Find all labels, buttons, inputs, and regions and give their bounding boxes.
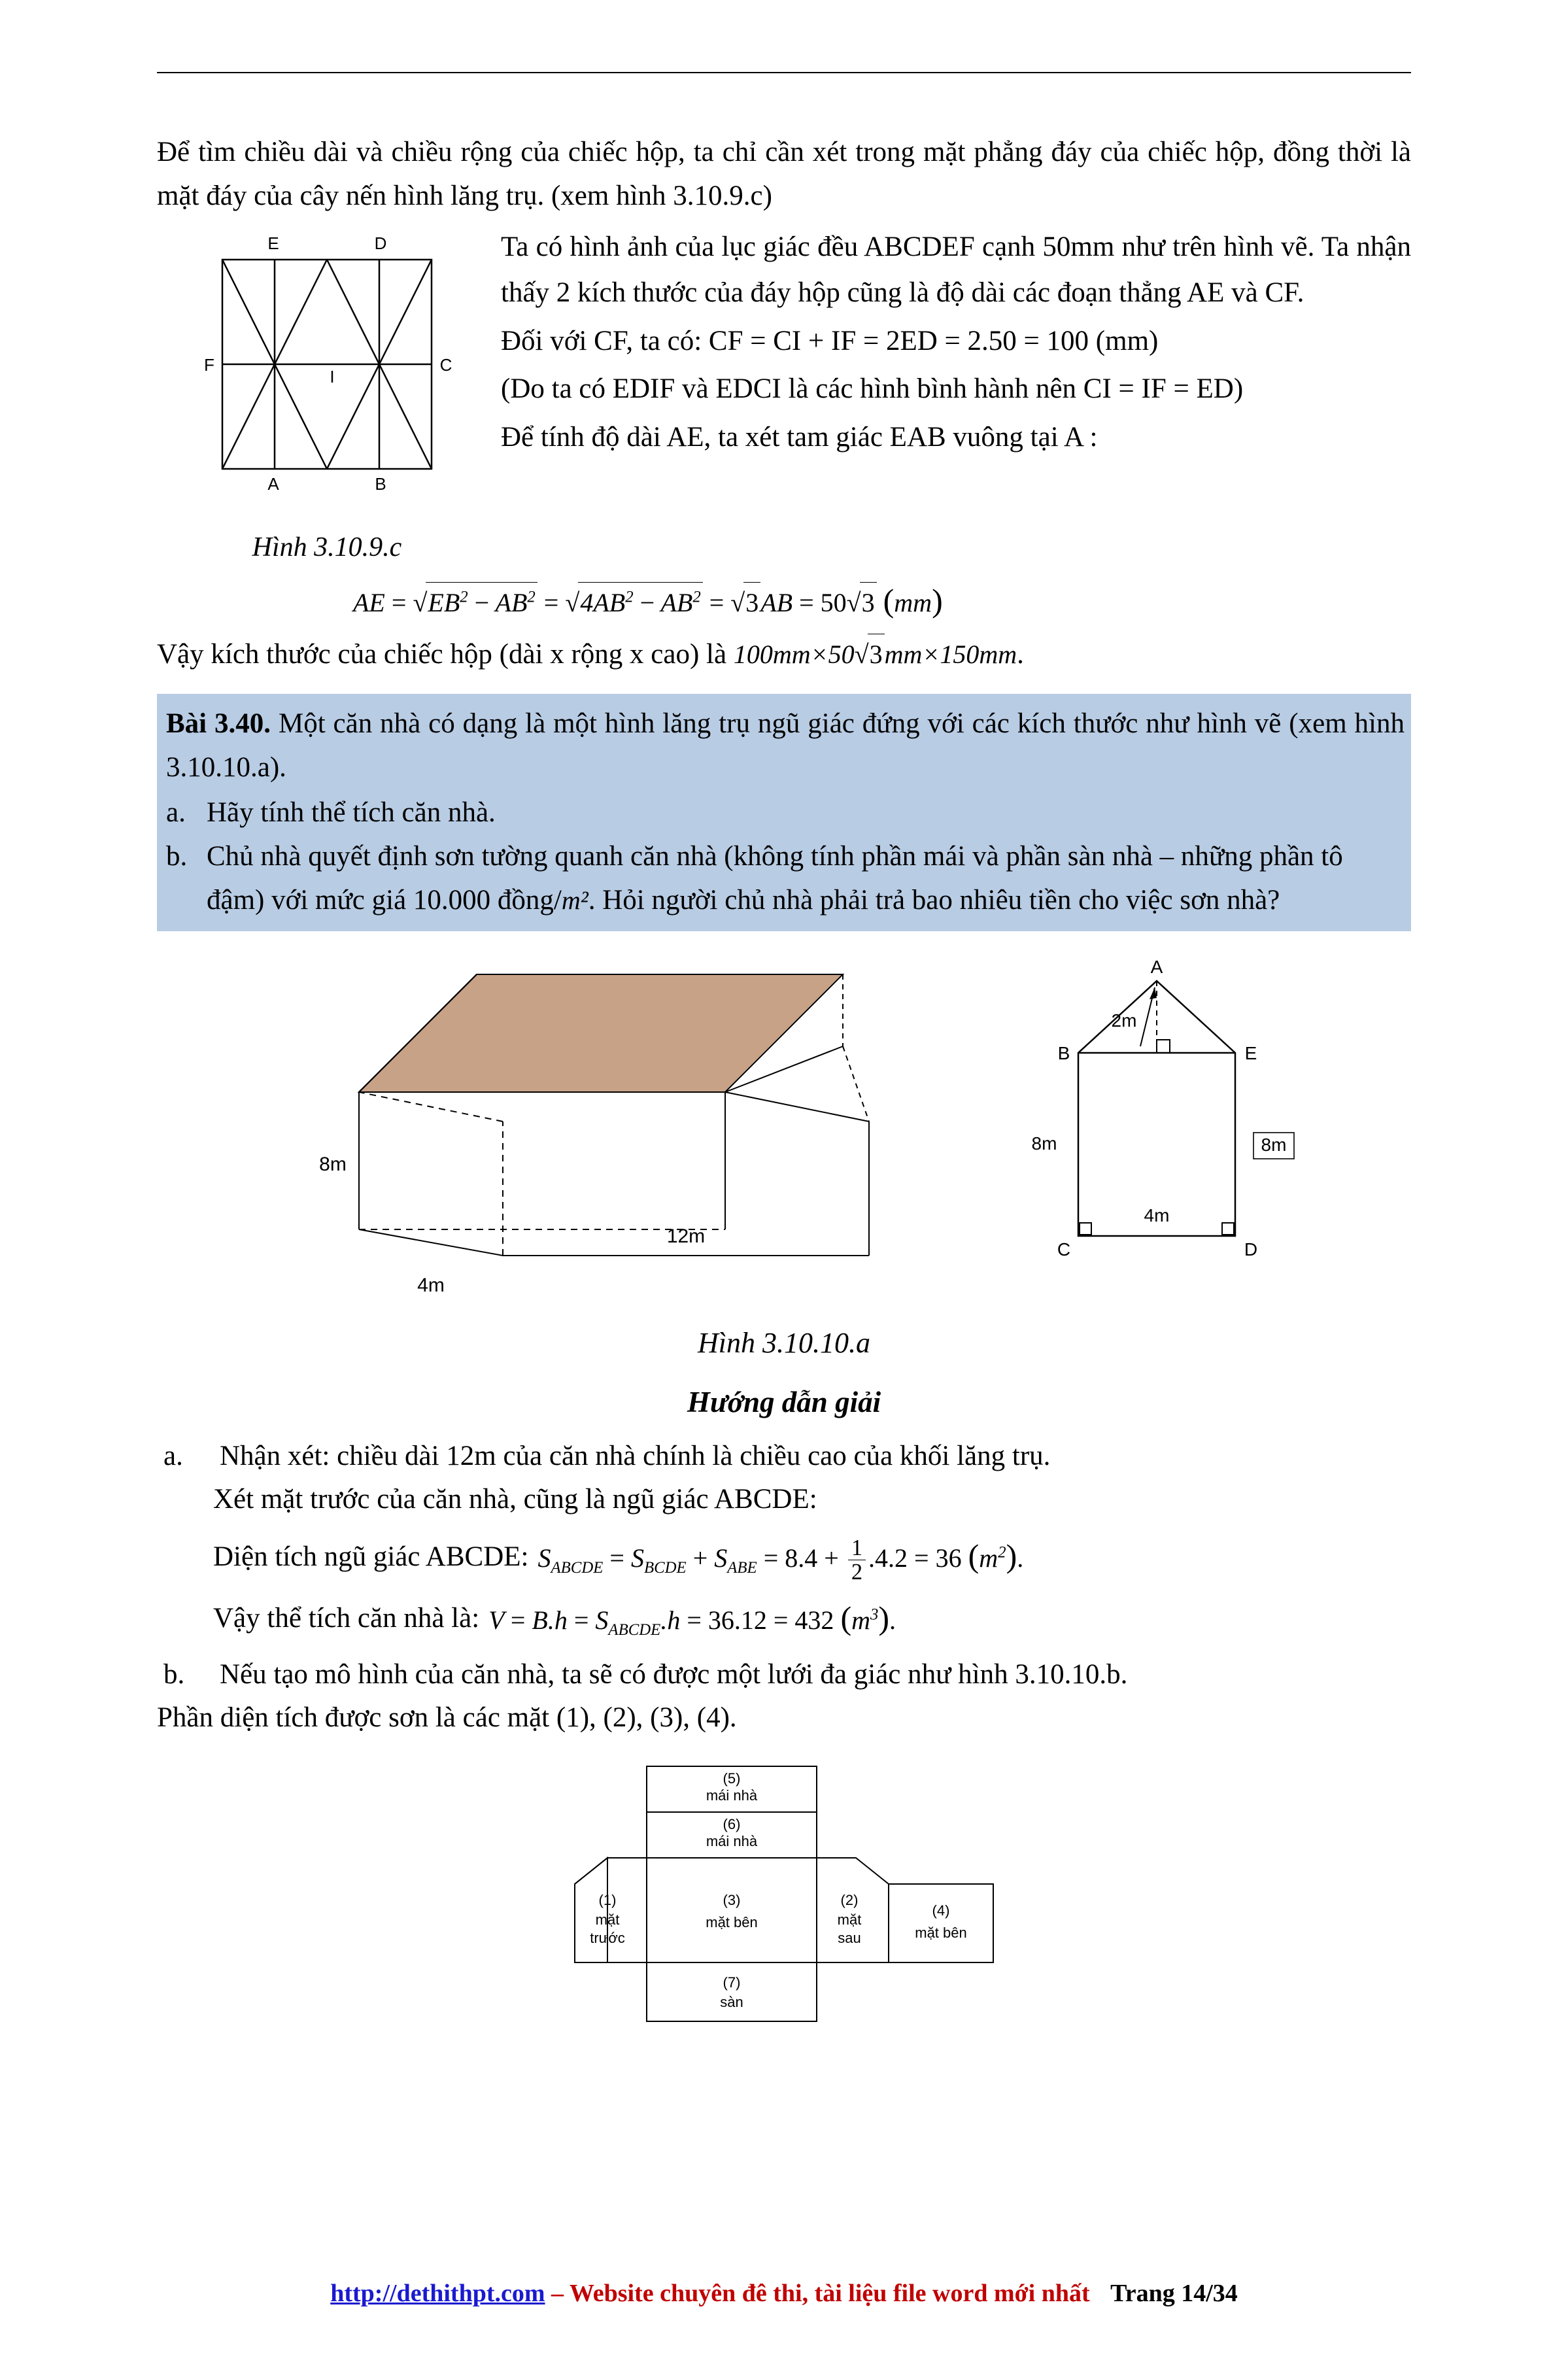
svg-text:(3): (3) xyxy=(723,1891,741,1908)
solution-a-line1: Nhận xét: chiều dài 12m của căn nhà chính là chiều cao của khối lăng trụ. xyxy=(220,1440,1051,1471)
svg-text:(2): (2) xyxy=(840,1891,859,1908)
house-figure-caption: Hình 3.10.10.a xyxy=(698,1326,870,1359)
hexagon-figure-row xyxy=(157,224,1411,569)
problem-box xyxy=(157,694,1411,931)
svg-text:I: I xyxy=(330,367,335,387)
problem-item-b-text xyxy=(207,834,1405,922)
svg-text:trước: trước xyxy=(590,1929,625,1946)
conclusion-line xyxy=(157,633,1411,677)
problem-item-b-label: b. xyxy=(166,840,188,872)
conclusion-dot: . xyxy=(1017,638,1024,670)
svg-text:sau: sau xyxy=(838,1929,861,1946)
hex-text-2: Đối với CF, ta có: CF = CI + IF = 2ED = 2.50 = 100 (mm) xyxy=(501,325,1159,356)
conclusion-math: 100mm×50√3mm×150mm xyxy=(734,640,1017,669)
solution-b-line1: Nếu tạo mô hình của căn nhà, ta sẽ có được một lưới đa giác như hình 3.10.10.b. xyxy=(220,1658,1128,1690)
house-front-drawing xyxy=(1026,948,1301,1314)
hexagon-explanation xyxy=(497,224,1411,462)
svg-text:C: C xyxy=(1057,1239,1071,1259)
svg-text:mái nhà: mái nhà xyxy=(706,1787,758,1804)
svg-text:E: E xyxy=(1244,1042,1257,1063)
svg-text:8m: 8m xyxy=(319,1153,347,1175)
page-content xyxy=(157,0,1411,2034)
problem-statement: Một căn nhà có dạng là một hình lăng trụ ngũ giác đứng với các kích thước như hình vẽ (xem hình 3.10.10.a). xyxy=(166,708,1405,783)
svg-text:mái nhà: mái nhà xyxy=(706,1832,758,1849)
house-figure xyxy=(157,948,1411,1314)
svg-text:8m: 8m xyxy=(1261,1134,1287,1155)
footer-tagline: – Website chuyên đê thi, tài liệu file word mới nhất xyxy=(551,2280,1090,2307)
svg-text:E: E xyxy=(267,233,279,254)
svg-text:A: A xyxy=(267,474,279,494)
svg-text:mặt: mặt xyxy=(595,1911,620,1928)
hexagon-figure xyxy=(196,233,458,515)
area-formula-row xyxy=(213,1531,1411,1584)
volume-formula-row xyxy=(213,1593,1411,1644)
svg-text:A: A xyxy=(1150,956,1163,977)
solution-title: Hướng dẫn giải xyxy=(687,1386,881,1419)
conclusion-text: Vậy kích thước của chiếc hộp (dài x rộng x cao) là xyxy=(157,638,727,670)
volume-formula: $V = B.h = S_{ABCDE}.h = 36.12 = 432$ $(m^3)$. xyxy=(488,1600,896,1639)
svg-text:(4): (4) xyxy=(932,1902,950,1919)
svg-text:4m: 4m xyxy=(417,1274,445,1296)
page-footer xyxy=(157,2279,1411,2308)
svg-text:4m: 4m xyxy=(1144,1205,1170,1225)
solution-b-line2: Phần diện tích được sơn là các mặt (1), (2), (3), (4). xyxy=(157,1702,737,1734)
house-3d-drawing xyxy=(267,948,987,1314)
header-rule xyxy=(157,72,1411,73)
formula-ae: AE = $√EB^2 - AB^2 = √4AB^2 - AB^2 = √3AB = 50√3$ (mm) xyxy=(353,575,1411,626)
problem-item-a xyxy=(166,791,1405,834)
footer-link[interactable]: http://dethithpt.com xyxy=(330,2280,545,2307)
svg-text:mặt bên: mặt bên xyxy=(706,1913,758,1930)
hex-text-4: Để tính độ dài AE, ta xét tam giác EAB vuông tại A : xyxy=(501,421,1098,453)
area-formula-lead: Diện tích ngũ giác ABCDE: xyxy=(213,1541,529,1573)
problem-item-a-label: a. xyxy=(166,797,186,828)
svg-text:12m: 12m xyxy=(666,1225,706,1247)
problem-item-b-text-1: Chủ nhà quyết định sơn tường quanh căn nhà (không tính phần mái và phần sàn nhà – những phần tô đậm) với mức giá 10.000 đồng/ xyxy=(207,840,1343,916)
problem-item-b-text-2: . Hỏi người chủ nhà phải trả bao nhiêu tiền cho việc sơn nhà? xyxy=(588,884,1280,916)
hexagon-figure-caption: Hình 3.10.9.c xyxy=(252,532,402,563)
hexagon-figure-block xyxy=(157,224,497,569)
svg-text:D: D xyxy=(374,233,387,254)
solution-a-line2: Xét mặt trước của căn nhà, cũng là ngũ giác ABCDE: xyxy=(213,1484,817,1515)
problem-statement-line xyxy=(166,702,1405,789)
area-formula: $S_{ABCDE} = S_{BCDE} + S_{ABE} = 8.4$ + $\frac{1}{2}$ .4.2 = 36 $(m^2)$. xyxy=(537,1535,1024,1585)
svg-text:D: D xyxy=(1244,1239,1258,1259)
svg-text:(1): (1) xyxy=(598,1891,617,1908)
solution-a-label: a. xyxy=(163,1440,183,1471)
svg-text:mặt bên: mặt bên xyxy=(915,1924,967,1941)
solution-b-row xyxy=(157,1653,1411,1697)
hex-text-1: Ta có hình ảnh của lục giác đều ABCDEF cạnh 50mm như trên hình vẽ. Ta nhận thấy 2 kích thước của đáy hộp cũng là độ dài các đoạn thẳng AE và CF. xyxy=(501,231,1411,308)
problem-item-b xyxy=(166,834,1405,922)
svg-text:F: F xyxy=(204,355,214,375)
svg-text:(7): (7) xyxy=(723,1974,741,1991)
problem-item-a-text: Hãy tính thể tích căn nhà. xyxy=(207,797,496,828)
svg-text:(6): (6) xyxy=(723,1815,741,1832)
svg-text:8m: 8m xyxy=(1031,1133,1057,1154)
svg-text:B: B xyxy=(1057,1042,1070,1063)
solution-a-row xyxy=(157,1435,1411,1479)
volume-formula-lead: Vậy thể tích căn nhà là: xyxy=(213,1602,480,1634)
net-figure xyxy=(157,1760,1411,2034)
problem-number: Bài 3.40. xyxy=(166,708,271,739)
svg-text:mặt: mặt xyxy=(837,1911,862,1928)
svg-text:C: C xyxy=(439,355,452,375)
problem-item-b-unit: m² xyxy=(561,885,588,915)
svg-text:2m: 2m xyxy=(1111,1010,1137,1031)
solution-b-label: b. xyxy=(163,1658,185,1690)
svg-text:sàn: sàn xyxy=(720,1993,743,2010)
net-drawing xyxy=(490,1760,1078,2034)
svg-text:(5): (5) xyxy=(723,1770,741,1787)
intro-paragraph: Để tìm chiều dài và chiều rộng của chiếc hộp, ta chỉ cần xét trong mặt phẳng đáy của chiếc hộp, đồng thời là mặt đáy của cây nến hình lăng trụ. (xem hình 3.10.9.c) xyxy=(157,137,1411,211)
svg-text:B: B xyxy=(375,474,386,494)
footer-page-number: Trang 14/34 xyxy=(1110,2280,1238,2307)
hex-text-3: (Do ta có EDIF và EDCI là các hình bình hành nên CI = IF = ED) xyxy=(501,373,1244,405)
